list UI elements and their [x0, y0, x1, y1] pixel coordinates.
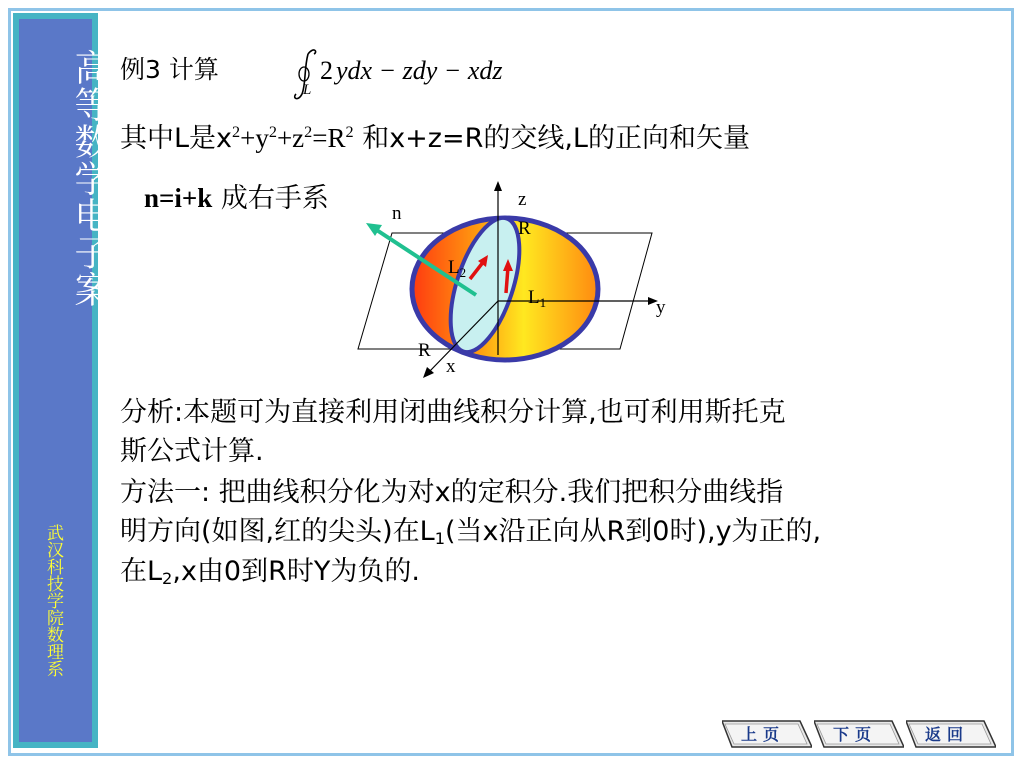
course-title: 高等数学电子案	[69, 49, 110, 308]
example-label: 例3 计算	[120, 55, 219, 84]
label-x: x	[446, 356, 456, 377]
integrand-coefficient: 2	[320, 56, 333, 85]
problem-statement: 其中L是$x^2+y^2+z^2=R^2$ 和x+z=R的交线,L的正向和矢量	[120, 123, 750, 154]
method-line-3: 在$L_2,x$由0到R时Y为负的.	[120, 556, 420, 588]
department-label: 武汉科技学院数理系	[43, 524, 63, 677]
method-line-2: 明方向(如图,红的尖头)在$L_1$(当x沿正向从R到0时),y为正的,	[120, 516, 822, 548]
back-button[interactable]: 返回	[906, 719, 988, 749]
orientation-statement: n=i+k 成右手系	[144, 183, 329, 214]
label-y: y	[656, 297, 666, 318]
label-L1: $L_1$	[528, 287, 547, 310]
label-R-top: R	[518, 218, 531, 239]
integral-formula	[286, 44, 546, 104]
analysis-line-1: 分析:本题可为直接利用闭曲线积分计算,也可利用斯托克	[120, 397, 786, 428]
integrand: ydx − zdy − xdz	[336, 56, 503, 85]
method-line-1: 方法一: 把曲线积分化为对x的定积分.我们把积分曲线指	[120, 477, 784, 508]
label-L2: $L_2$	[448, 257, 467, 280]
sidebar-panel	[19, 19, 110, 742]
intersection-figure	[330, 175, 690, 385]
label-n: n	[392, 203, 402, 224]
analysis-line-2: 斯公式计算.	[120, 436, 264, 467]
label-z: z	[518, 189, 527, 210]
prev-page-button[interactable]: 上页	[722, 719, 804, 749]
integral-subscript: L	[303, 82, 312, 98]
next-page-button[interactable]: 下页	[814, 719, 896, 749]
label-R-bottom: R	[418, 340, 431, 361]
